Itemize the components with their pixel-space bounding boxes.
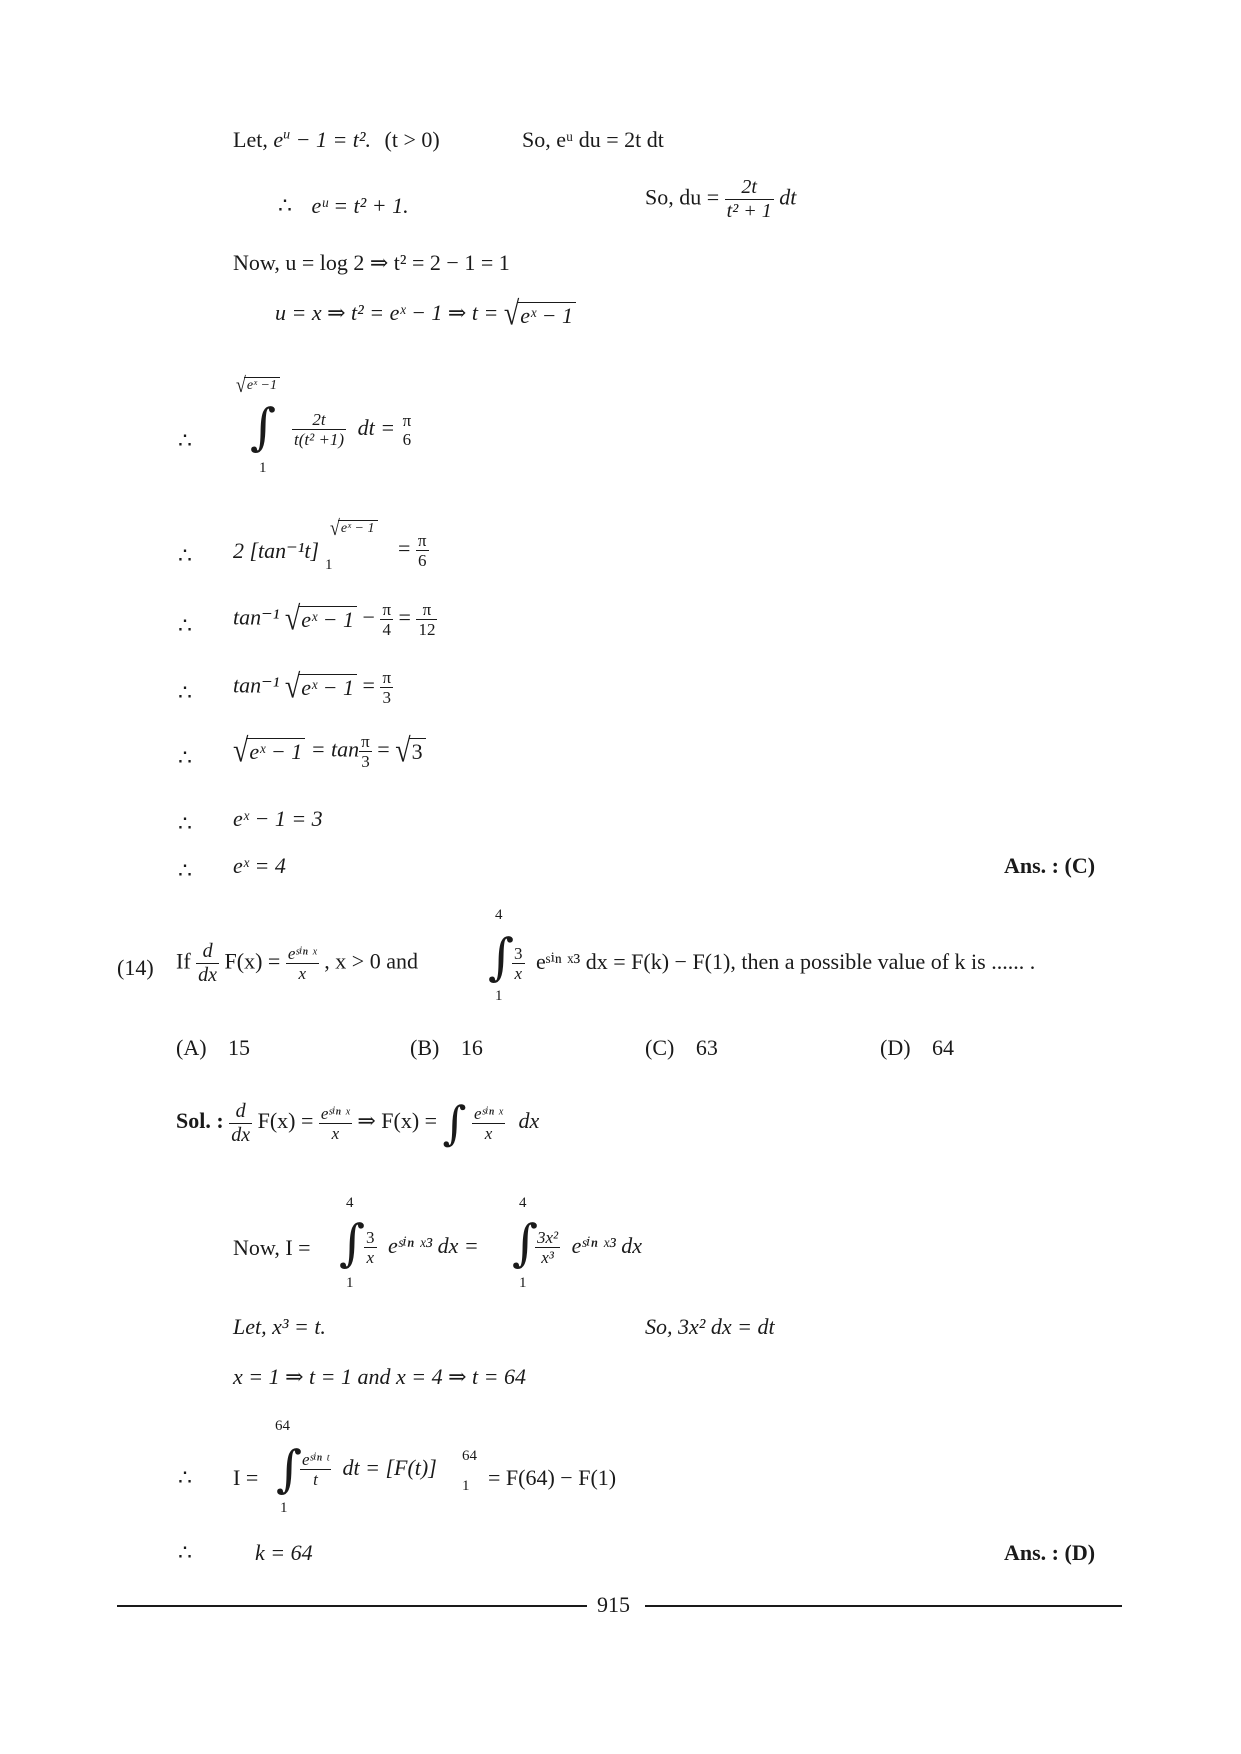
answer-d: Ans. : (D) [1004, 1540, 1096, 1565]
now-x: x [364, 1247, 377, 1267]
sol-dx: dx [231, 1123, 251, 1146]
footer-rule-left [117, 1605, 587, 1607]
q14-x: x [512, 963, 525, 983]
i-tail: dt = [F(t)] [342, 1454, 437, 1480]
now-3x [364, 1228, 377, 1267]
step5 [233, 732, 426, 771]
now-3x2-frac [535, 1228, 560, 1267]
i-rhs [300, 1450, 437, 1489]
integral-sign-4: ∫ [339, 1214, 366, 1272]
now-mid1: eˢⁱⁿ ˣ³ dx = [388, 1232, 479, 1258]
int-num: 2t [312, 410, 326, 429]
option-b-value: 16 [460, 1035, 483, 1060]
option-b[interactable] [410, 1035, 483, 1061]
therefore-3: ∴ [178, 613, 192, 638]
limits-line: x = 1 ⇒ t = 1 and x = 4 ⇒ t = 64 [233, 1364, 527, 1389]
step4-tan: tan⁻¹ [233, 672, 280, 698]
sol-fx: F(x) = [257, 1108, 314, 1134]
now-line [233, 250, 510, 276]
sol-line [176, 1096, 539, 1150]
step2 [233, 538, 319, 564]
q14-efrac [286, 944, 319, 983]
therefore-6: ∴ [178, 811, 192, 836]
sqrt3-body: 3 [409, 738, 426, 765]
step3-sqrt [284, 600, 357, 638]
sol-xden-2: x [472, 1123, 505, 1143]
option-d[interactable] [880, 1035, 954, 1061]
du-num: 2t [741, 176, 757, 198]
eu-expr: eᵘ = t² + 1. [311, 193, 409, 218]
sol-enum-2: eˢⁱⁿ ˣ [474, 1103, 503, 1123]
step3 [233, 600, 437, 639]
therefore-1: ∴ [178, 428, 192, 453]
q14-int-upper: 4 [495, 907, 503, 923]
q14-ddx [196, 940, 219, 987]
now-int2-upper: 4 [519, 1195, 527, 1211]
i-int-upper: 64 [275, 1418, 290, 1434]
i-result: = F(64) − F(1) [488, 1465, 617, 1490]
pi-over-4 [380, 600, 393, 639]
let-label: Let, [233, 127, 268, 152]
therefore-8: ∴ [178, 1465, 192, 1490]
int-upper-sqrt [236, 373, 280, 397]
pi-over-6-b [416, 531, 429, 570]
sol-xden: x [319, 1123, 352, 1143]
six-b: 6 [416, 550, 429, 570]
integral-sign-5: ∫ [512, 1214, 539, 1272]
pi-over-3-a [380, 668, 393, 707]
sqrt3-sign: √ [395, 732, 411, 770]
q14-dx: dx [198, 964, 218, 986]
pi-f: π [361, 732, 370, 751]
i-tail-upper: 64 [462, 1448, 477, 1464]
let-condition: (t > 0) [384, 127, 440, 152]
q14-rhs [512, 944, 1035, 983]
answer-c: Ans. : (C) [1004, 853, 1096, 878]
therefore-9: ∴ [178, 1540, 192, 1565]
step4-sqrt [284, 668, 357, 706]
pi-c: π [382, 600, 392, 619]
sol-dx-tail: dx [518, 1108, 540, 1134]
i-tail-lower: 1 [462, 1478, 470, 1494]
integral-sign-2: ∫ [488, 928, 515, 986]
option-a-label: (A) [176, 1035, 207, 1060]
i-eq: I = [233, 1465, 259, 1490]
now-text: Now, u = log 2 ⇒ t² = 2 − 1 = 1 [233, 250, 510, 275]
sqrt-expr [503, 295, 576, 333]
step5-sqrt-body: eˣ − 1 [246, 738, 305, 765]
u-text: u = x ⇒ t² = eˣ − 1 ⇒ t = [275, 300, 499, 326]
step3-tan: tan⁻¹ [233, 604, 280, 630]
therefore-7: ∴ [178, 858, 192, 883]
int-upper-limit [236, 373, 280, 397]
therefore-5: ∴ [178, 745, 192, 770]
now-mid [364, 1228, 479, 1267]
option-a[interactable] [176, 1035, 250, 1061]
sqrt-body: eˣ − 1 [517, 302, 576, 329]
pi-a: π [402, 410, 412, 430]
now-tail [535, 1228, 642, 1267]
step4 [233, 668, 393, 707]
let-x3: Let, x³ = t. [233, 1314, 326, 1339]
three-b: 3 [359, 751, 372, 771]
option-d-label: (D) [880, 1035, 911, 1060]
so-dt: So, 3x² dx = dt [645, 1314, 775, 1339]
step2-upper-sqrt [330, 516, 378, 540]
du-tail: dt [779, 184, 797, 210]
option-d-value: 64 [932, 1035, 955, 1060]
option-a-value: 15 [228, 1035, 251, 1060]
int-fraction [292, 410, 413, 449]
let-so-text: So, eᵘ du = 2t dt [522, 127, 664, 152]
now-i: Now, I = [233, 1235, 311, 1260]
let-expr-tail: − 1 = t². [295, 127, 371, 152]
sol-efrac [319, 1104, 352, 1143]
now-int1-upper: 4 [346, 1195, 354, 1211]
q14-xden: x [286, 963, 319, 983]
du-den: t² + 1 [726, 200, 772, 222]
six-a: 6 [402, 429, 412, 449]
step2-sqrt-body: eˣ − 1 [338, 520, 378, 537]
q14-cond: , x > 0 and [324, 948, 418, 974]
let-so [522, 127, 664, 153]
step3-sqrt-body: eˣ − 1 [298, 606, 357, 633]
integral-sign-6: ∫ [276, 1440, 303, 1498]
sol-efrac-2 [472, 1104, 505, 1143]
q14-3: 3 [514, 944, 523, 963]
sol-label: Sol. : [176, 1108, 224, 1134]
step5-eq: = [377, 736, 390, 762]
now-3: 3 [366, 1228, 375, 1247]
pi-over-6-a [401, 411, 414, 449]
page-number: 915 [597, 1592, 630, 1617]
step2-upper [330, 516, 378, 540]
i-den: t [300, 1469, 331, 1489]
now-x3: x³ [535, 1247, 560, 1267]
step2-sqrt-sign: √ [330, 516, 340, 540]
int-lower-limit: 1 [259, 460, 267, 476]
sqrt-3 [395, 732, 425, 770]
step2-lhs: 2 [tan⁻¹t] [233, 538, 320, 563]
twelve: 12 [418, 620, 436, 639]
eu-line [278, 193, 409, 219]
i-num: eˢⁱⁿ ᵗ [302, 1450, 330, 1469]
pi-d: π [422, 600, 432, 619]
step6: eˣ − 1 = 3 [233, 806, 323, 831]
q14-3x [512, 944, 525, 983]
eu-term: $e^u$ [273, 127, 291, 152]
du-line [645, 176, 796, 223]
q14-integrand: eˢⁱⁿ ˣ³ dx = F(k) − F(1), then a possible value of k is ...... . [536, 948, 1036, 974]
u-line [275, 295, 576, 333]
step7: eˣ = 4 [233, 853, 286, 878]
step2-rhs [398, 531, 429, 570]
now-tail1: eˢⁱⁿ ˣ³ dx [571, 1232, 642, 1258]
step3-minus: − [362, 604, 375, 630]
now-3x2: 3x² [537, 1228, 559, 1247]
q14-lhs [176, 940, 418, 987]
int-den: t(t² +1) [294, 430, 345, 449]
option-c-value: 63 [695, 1035, 718, 1060]
therefore-4: ∴ [178, 680, 192, 705]
step3-sqrt-sign: √ [284, 600, 301, 638]
question-number: (14) [117, 955, 154, 980]
q14-fx: F(x) = [224, 948, 281, 974]
therefore-2: ∴ [178, 543, 192, 568]
k-line: k = 64 [255, 1540, 313, 1565]
q14-enum: eˢⁱⁿ ˣ [287, 944, 317, 963]
integral-sign-1: ∫ [250, 398, 277, 456]
step4-eq: = [362, 672, 375, 698]
footer-rule-right [645, 1605, 1122, 1607]
q14-int-lower: 1 [495, 988, 503, 1004]
integral-sign-3: ∫ [442, 1096, 467, 1150]
step2-lower: 1 [325, 557, 333, 573]
step4-sqrt-body: eˣ − 1 [298, 674, 357, 701]
du-fraction [725, 176, 774, 223]
int-upper-sqrt-sign: √ [236, 373, 246, 397]
pi-b: π [417, 531, 427, 550]
step2-eq: = [398, 535, 411, 561]
int-upper-sqrt-body: eˣ −1 [244, 377, 280, 394]
du-so: So, du = [645, 184, 720, 210]
sol-d: d [235, 1099, 246, 1122]
step4-sqrt-sign: √ [284, 668, 301, 706]
therefore-symbol: ∴ [278, 193, 292, 218]
step5-tan: = tan [310, 736, 360, 762]
sol-ddx [229, 1100, 252, 1147]
now-int2-lower: 1 [519, 1275, 527, 1291]
int-tail: dt = [357, 414, 396, 440]
step5-sqrt [233, 732, 305, 770]
step3-eq: = [398, 604, 411, 630]
pi-over-3-b [359, 732, 372, 771]
now-int1-lower: 1 [346, 1275, 354, 1291]
q14-if: If [176, 948, 191, 974]
sqrt-sign: √ [503, 295, 520, 333]
int-frac [292, 410, 346, 449]
pi-over-12 [416, 600, 437, 639]
i-frac [300, 1450, 331, 1489]
option-c[interactable] [645, 1035, 718, 1061]
q14-d: d [202, 940, 213, 962]
three-a: 3 [380, 687, 393, 707]
pi-e: π [382, 668, 392, 687]
option-b-label: (B) [410, 1035, 440, 1060]
let-line [233, 127, 440, 153]
i-int-lower: 1 [280, 1500, 288, 1516]
four: 4 [380, 619, 393, 639]
sol-implies: ⇒ F(x) = [357, 1108, 438, 1134]
sol-enum: eˢⁱⁿ ˣ [320, 1103, 350, 1123]
option-c-label: (C) [645, 1035, 675, 1060]
step5-sqrt-sign: √ [233, 732, 249, 770]
